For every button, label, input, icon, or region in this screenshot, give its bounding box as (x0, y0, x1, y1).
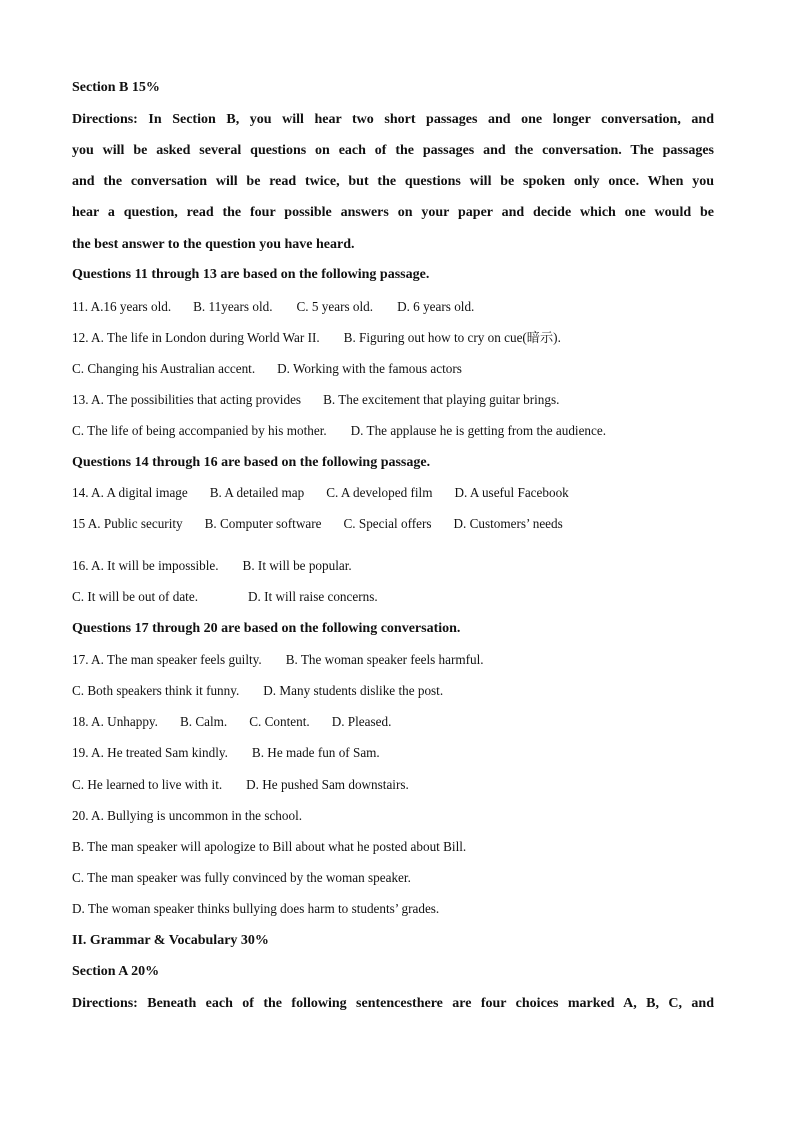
question-17-line-1 (72, 651, 484, 669)
question-19-line-1 (72, 744, 380, 762)
section-a-heading: Section A 20% (72, 964, 160, 979)
q11-option-d: D. 6 years old. (397, 299, 475, 314)
q19-option-b: B. He made fun of Sam. (251, 745, 380, 760)
q12-option-c: C. Changing his Australian accent. (72, 361, 256, 376)
q19-option-a: 19. A. He treated Sam kindly. (72, 745, 228, 760)
q11-option-b: B. 11years old. (193, 299, 273, 314)
q17-option-c: C. Both speakers think it funny. (72, 683, 240, 698)
question-16-line-1 (72, 557, 352, 575)
question-20-option-d: D. The woman speaker thinks bullying does harm to students’ grades. (72, 901, 440, 916)
question-17-line-2 (72, 682, 443, 700)
q14-option-b: B. A detailed map (209, 485, 305, 500)
q12-option-d: D. Working with the famous actors (277, 361, 462, 376)
q14-option-d: D. A useful Facebook (454, 485, 569, 500)
q11-option-a: 11. A.16 years old. (72, 299, 172, 314)
q15-option-a: 15 A. Public security (72, 516, 183, 531)
q16-option-d: D. It will raise concerns. (248, 589, 378, 604)
q17-option-b: B. The woman speaker feels harmful. (285, 652, 484, 667)
q11-option-c: C. 5 years old. (296, 299, 374, 314)
q18-option-a: 18. A. Unhappy. (72, 714, 158, 729)
section-a-directions: Directions: Beneath each of the following sentencesthere are four choices marked A, B, C, and (72, 996, 714, 1011)
q13-option-d: D. The applause he is getting from the audience. (350, 423, 607, 438)
q14-option-a: 14. A. A digital image (72, 485, 188, 500)
question-13-line-1 (72, 391, 559, 409)
question-20-option-c: C. The man speaker was fully convinced by the woman speaker. (72, 870, 411, 885)
section-b-directions-line-2: you will be asked several questions on each of the passages and the conversation. The passages (72, 143, 714, 158)
q14-option-c: C. A developed film (326, 485, 433, 500)
question-12-line-2 (72, 360, 462, 378)
group2-header: Questions 14 through 16 are based on the following passage. (72, 455, 431, 470)
q18-option-d: D. Pleased. (331, 714, 392, 729)
section-b-directions-line-3: and the conversation will be read twice, but the questions will be spoken only once. When you (72, 174, 714, 189)
question-20-option-a: 20. A. Bullying is uncommon in the school. (72, 808, 303, 823)
part2-heading: II. Grammar & Vocabulary 30% (72, 933, 269, 948)
question-19-line-2 (72, 776, 409, 794)
q12-option-a: 12. A. The life in London during World War II. (72, 330, 320, 345)
q15-option-b: B. Computer software (204, 516, 322, 531)
question-18 (72, 713, 391, 731)
section-b-directions-line-5: the best answer to the question you have heard. (72, 237, 355, 252)
q12-option-b: B. Figuring out how to cry on cue(暗示). (343, 330, 561, 345)
question-15 (72, 515, 563, 533)
q18-option-b: B. Calm. (179, 714, 228, 729)
question-14 (72, 484, 569, 502)
q17-option-a: 17. A. The man speaker feels guilty. (72, 652, 262, 667)
q17-option-d: D. Many students dislike the post. (263, 683, 444, 698)
q13-option-c: C. The life of being accompanied by his mother. (72, 423, 327, 438)
section-b-directions-line-1: Directions: In Section B, you will hear two short passages and one longer conversation, and (72, 112, 714, 127)
q16-option-a: 16. A. It will be impossible. (72, 558, 219, 573)
question-16-line-2 (72, 588, 378, 606)
q15-option-c: C. Special offers (343, 516, 432, 531)
question-11 (72, 298, 474, 316)
question-13-line-2 (72, 422, 606, 440)
group1-header: Questions 11 through 13 are based on the following passage. (72, 267, 430, 282)
q13-option-a: 13. A. The possibilities that acting provides (72, 392, 302, 407)
question-20-option-b: B. The man speaker will apologize to Bill about what he posted about Bill. (72, 839, 467, 854)
q16-option-b: B. It will be popular. (242, 558, 352, 573)
q18-option-c: C. Content. (249, 714, 310, 729)
section-b-heading: Section B 15% (72, 80, 160, 95)
question-12-line-1 (72, 329, 561, 347)
group3-header: Questions 17 through 20 are based on the following conversation. (72, 621, 461, 636)
q19-option-d: D. He pushed Sam downstairs. (246, 777, 409, 792)
q16-option-c: C. It will be out of date. (72, 589, 198, 604)
q19-option-c: C. He learned to live with it. (72, 777, 223, 792)
section-b-directions-line-4: hear a question, read the four possible answers on your paper and decide which one would be (72, 205, 714, 220)
q15-option-d: D. Customers’ needs (453, 516, 563, 531)
q13-option-b: B. The excitement that playing guitar brings. (323, 392, 560, 407)
